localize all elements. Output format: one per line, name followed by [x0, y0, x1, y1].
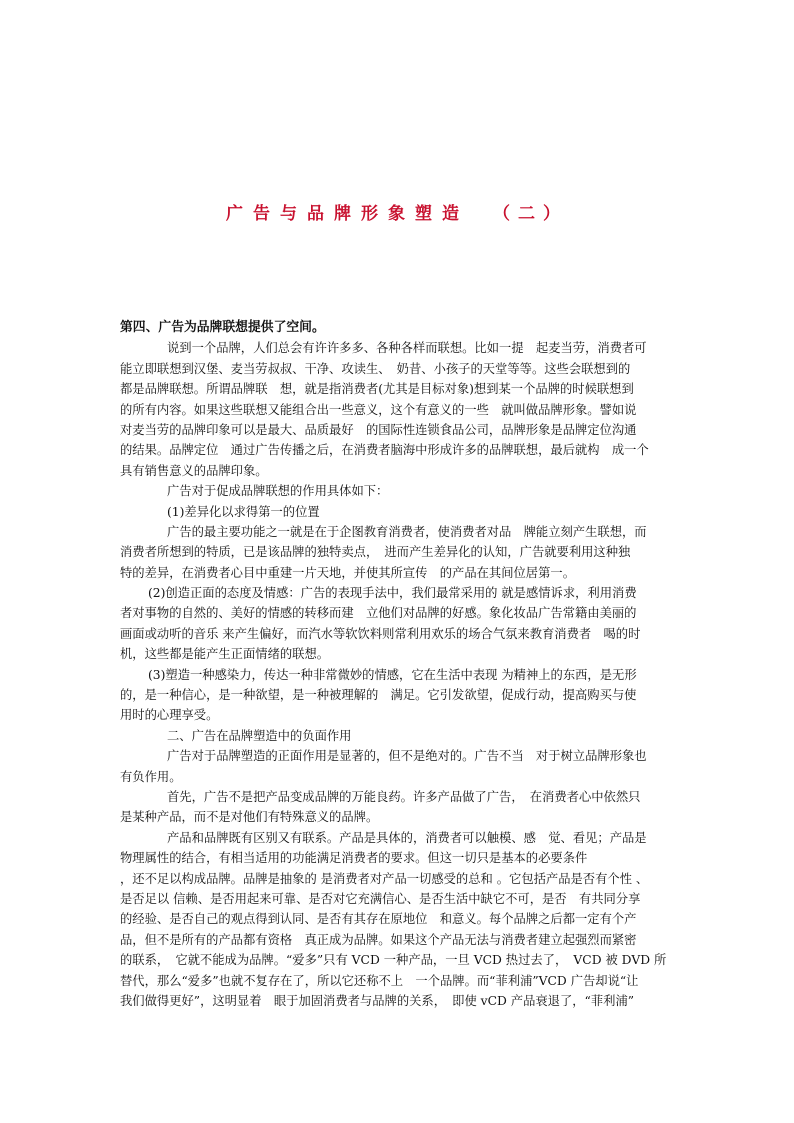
paragraph-line: 都是品牌联想。所谓品牌联 想，就是指消费者(尤其是目标对象)想到某一个品牌的时候联想到 — [120, 382, 634, 397]
paragraph-line: 的经验、是否自己的观点得到认同、是否有其存在原地位 和意义。每个品牌之后都一定有个产 — [120, 912, 637, 927]
paragraph-line: 广告的最主要功能之一就是在于企图教育消费者，使消费者对品 牌能立刻产生联想，而 — [167, 524, 647, 539]
paragraph-line: 首先，广告不是把产品变成品牌的万能良药。许多产品做了广告， 在消费者心中依然只 — [167, 789, 641, 804]
paragraph-line: 的结果。品牌定位 通过广告传播之后，在消费者脑海中形成许多的品牌联想，最后就构 成一个 — [120, 443, 649, 458]
document-body — [120, 318, 680, 1011]
paragraph-line: ，还不足以构成品牌。品牌是抽象的 是消费者对产品一切感受的总和 。它包括产品是否有个性 、 — [120, 871, 649, 886]
paragraph-line: 画面或动听的音乐 来产生偏好，而汽水等软饮料则常利用欢乐的场合气氛来教育消费者 喝的时 — [120, 626, 641, 641]
paragraph-line: 是否足以 信赖、是否用起来可靠、是否对它充满信心、是否生活中缺它不可，是否 有共同分享 — [120, 891, 641, 906]
paragraph-line: (3)塑造一种感染力，传达一种非常微妙的情感，它在生活中表现 为精神上的东西，是无形 — [148, 667, 637, 682]
paragraph-line: 的所有内容。如果这些联想又能组合出一些意义，这个有意义的一些 就叫做品牌形象。譬如说 — [120, 402, 637, 417]
subsection-heading: 二、广告在品牌塑造中的负面作用 — [167, 728, 352, 743]
paragraph-line: 消费者所想到的特质，已是该品牌的独特卖点， 进而产生差异化的认知，广告就要利用这种独 — [120, 545, 631, 560]
title-suffix: （二） — [493, 204, 568, 224]
paragraph-line: 产品和品牌既有区别又有联系。产品是具体的，消费者可以触模、感 觉、看见；产品是 — [167, 830, 647, 845]
paragraph-line: 有负作用。 — [120, 769, 182, 784]
title-main: 广告与品牌形象塑造 — [226, 204, 469, 224]
paragraph-line: 者对事物的自然的、美好的情感的转移而建 立他们对品牌的好感。象化妆品广告常籍由美丽的 — [120, 606, 637, 621]
paragraph-line: 特的差异，在消费者心目中重建一片天地，并使其所宣传 的产品在其间位居第一。 — [120, 565, 575, 580]
paragraph-line: 品，但不是所有的产品都有资格 真正成为品牌。如果这个产品无法与消费者建立起强烈而紧密 — [120, 932, 637, 947]
paragraph-line: 的，是一种信心，是一种欲望，是一种被理解的 满足。它引发欲望，促成行动，提高购买与使 — [120, 688, 637, 703]
paragraph-line: 对麦当劳的品牌印象可以是最大、品质最好 的国际性连锁食品公司，品牌形象是品牌定位沟通 — [120, 422, 637, 437]
document-title — [0, 199, 794, 224]
paragraph-line: 机，这些都是能产生正面情绪的联想。 — [120, 647, 330, 662]
paragraph-line: 能立即联想到汉堡、麦当劳叔叔、干净、攻读生、 奶昔、小孩子的天堂等等。这些会联想到的 — [120, 361, 631, 376]
paragraph-line: 我们做得更好”，这明显着 眼于加固消费者与品牌的关系， 即使 vCD 产品衰退了，“菲利浦” — [120, 993, 635, 1008]
paragraph-line: (2)创造正面的态度及情感：广告的表现手法中，我们最常采用的 就是感情诉求，利用消费 — [148, 586, 637, 601]
paragraph-line: 是某种产品，而不是对他们有特殊意义的品牌。 — [120, 810, 379, 825]
list-item-heading: (1)差异化以求得第一的位置 — [167, 504, 320, 519]
paragraph-line: 用时的心理享受。 — [120, 708, 219, 723]
paragraph-line: 物理属性的结合，有相当适用的功能满足消费者的要求。但这一切只是基本的必要条件 — [120, 851, 588, 866]
paragraph-line: 广告对于促成品牌联想的作用具体如下： — [167, 484, 389, 499]
section-heading: 第四、广告为品牌联想提供了空间。 — [120, 320, 325, 335]
paragraph-line: 广告对于品牌塑造的正面作用是显著的，但不是绝对的。广告不当 对于树立品牌形象也 — [167, 749, 647, 764]
paragraph-line: 替代，那么“爱多”也就不复存在了，所以它还称不上 一个品牌。而“菲利浦”VCD 广告却说“让 — [120, 973, 639, 988]
paragraph-line: 说到一个品牌，人们总会有许许多多、各种各样而联想。比如一提 起麦当劳，消费者可 — [167, 341, 647, 356]
paragraph-line: 具有销售意义的品牌印象。 — [120, 463, 268, 478]
paragraph-line: 的联系， 它就不能成为品牌。“爱多”只有 VCD 一种产品，一旦 VCD 热过去了， VCD 被 DVD 所 — [120, 953, 667, 968]
